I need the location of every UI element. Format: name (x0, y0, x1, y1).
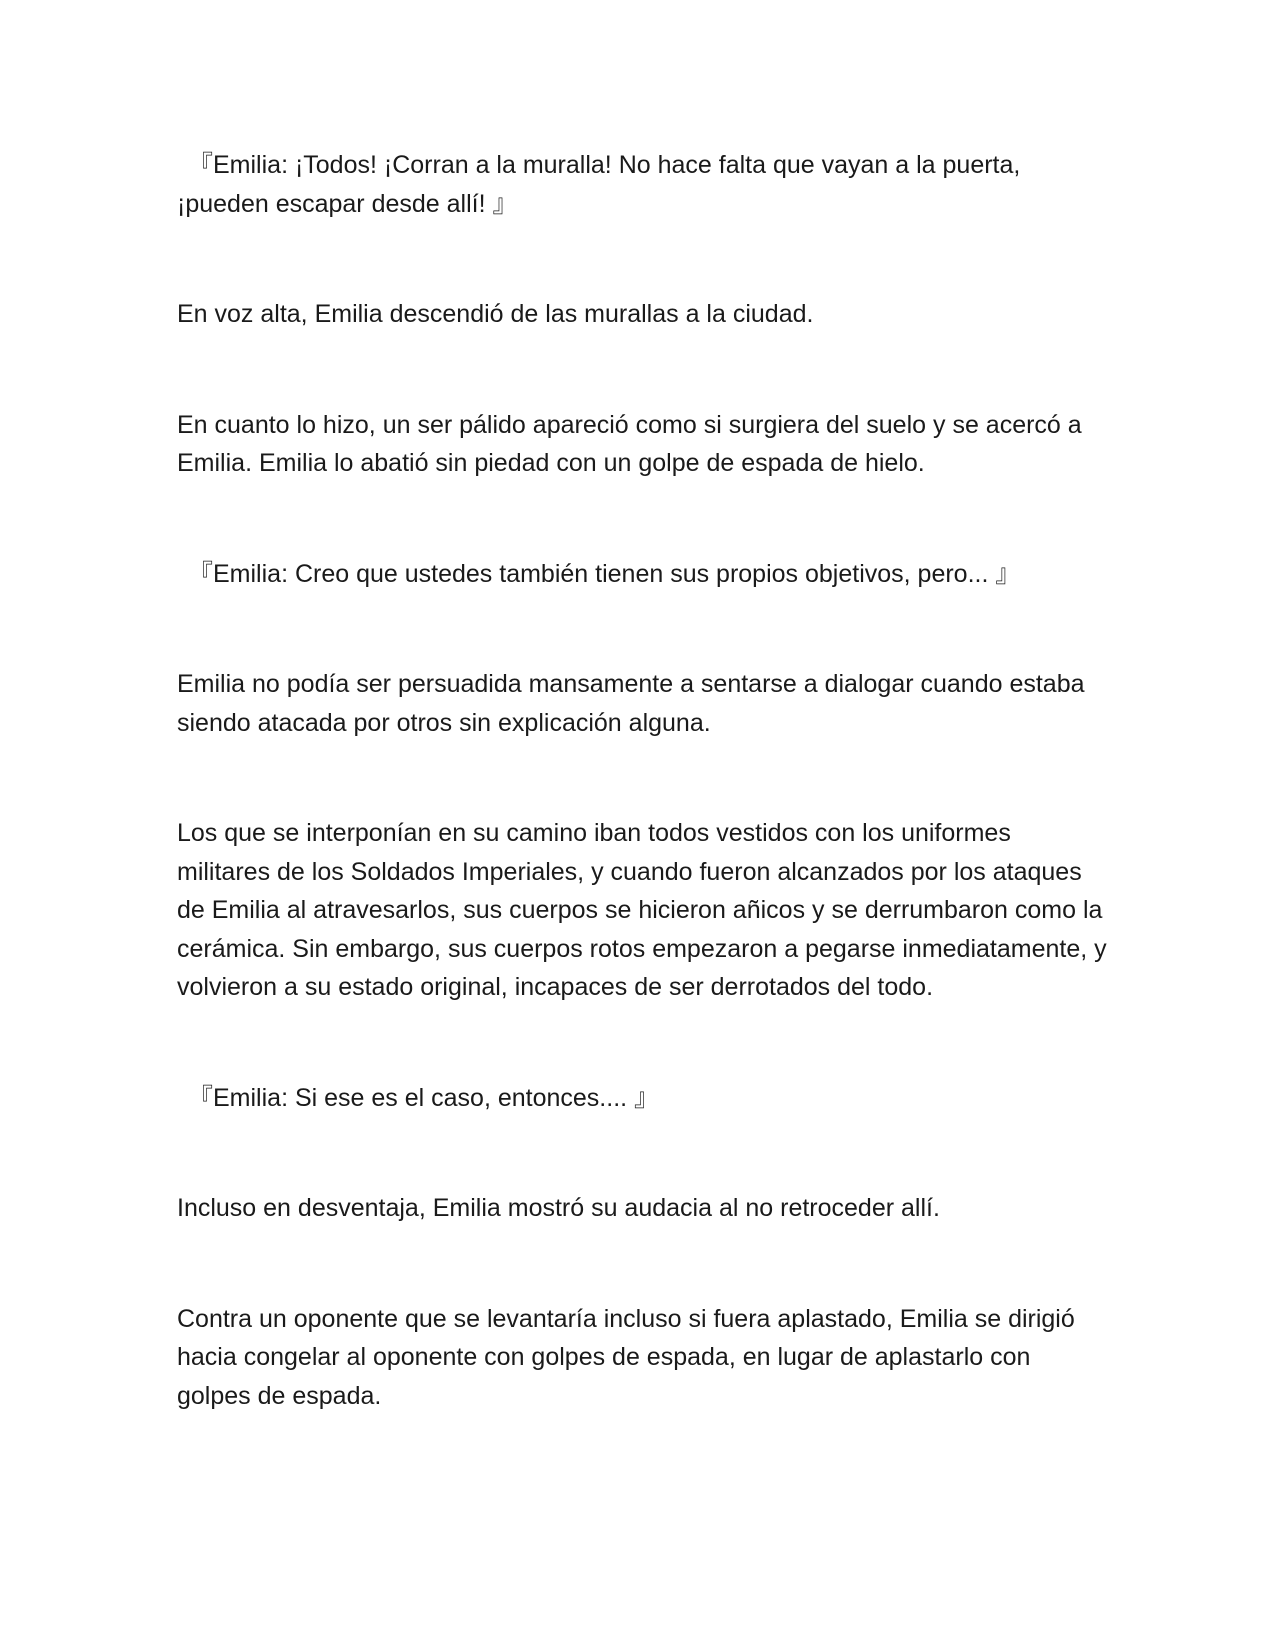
narration-paragraph: En cuanto lo hizo, un ser pálido apareció como si surgiera del suelo y se acercó a Emilia. Emilia lo abatió sin piedad con un golpe de espada de hielo. (177, 410, 1082, 477)
narration-paragraph: Los que se interponían en su camino iban todos vestidos con los uniformes militares de los Soldados Imperiales, y cuando fueron alcanzados por los ataques de Emilia al atravesarlos, sus cuerpos se hicieron añicos y se derrumbaron como la cerámica. Sin embargo, sus cuerpos rotos empezaron a pegarse inmediatamente, y volvieron a su estado original, incapaces de ser derrotados del todo. (177, 819, 1107, 1001)
narration-paragraph: Emilia no podía ser persuadida mansamente a sentarse a dialogar cuando estaba siendo atacada por otros sin explicación alguna. (177, 670, 1085, 737)
narration-paragraph: En voz alta, Emilia descendió de las murallas a la ciudad. (177, 300, 814, 328)
dialogue-paragraph: 『Emilia: Creo que ustedes también tienen sus propios objetivos, pero... 』 (188, 559, 1021, 588)
narration-paragraph: Contra un oponente que se levantaría incluso si fuera aplastado, Emilia se dirigió hacia congelar al oponente con golpes de espada, en lugar de aplastarlo con golpes de espada. (177, 1304, 1075, 1410)
document-body (177, 146, 1107, 1415)
dialogue-paragraph: 『Emilia: ¡Todos! ¡Corran a la muralla! No hace falta que vayan a la puerta, ¡pueden escapar desde allí! 』 (177, 151, 1021, 218)
dialogue-paragraph: 『Emilia: Si ese es el caso, entonces.... 』 (188, 1083, 660, 1112)
narration-paragraph: Incluso en desventaja, Emilia mostró su audacia al no retroceder allí. (177, 1194, 940, 1222)
